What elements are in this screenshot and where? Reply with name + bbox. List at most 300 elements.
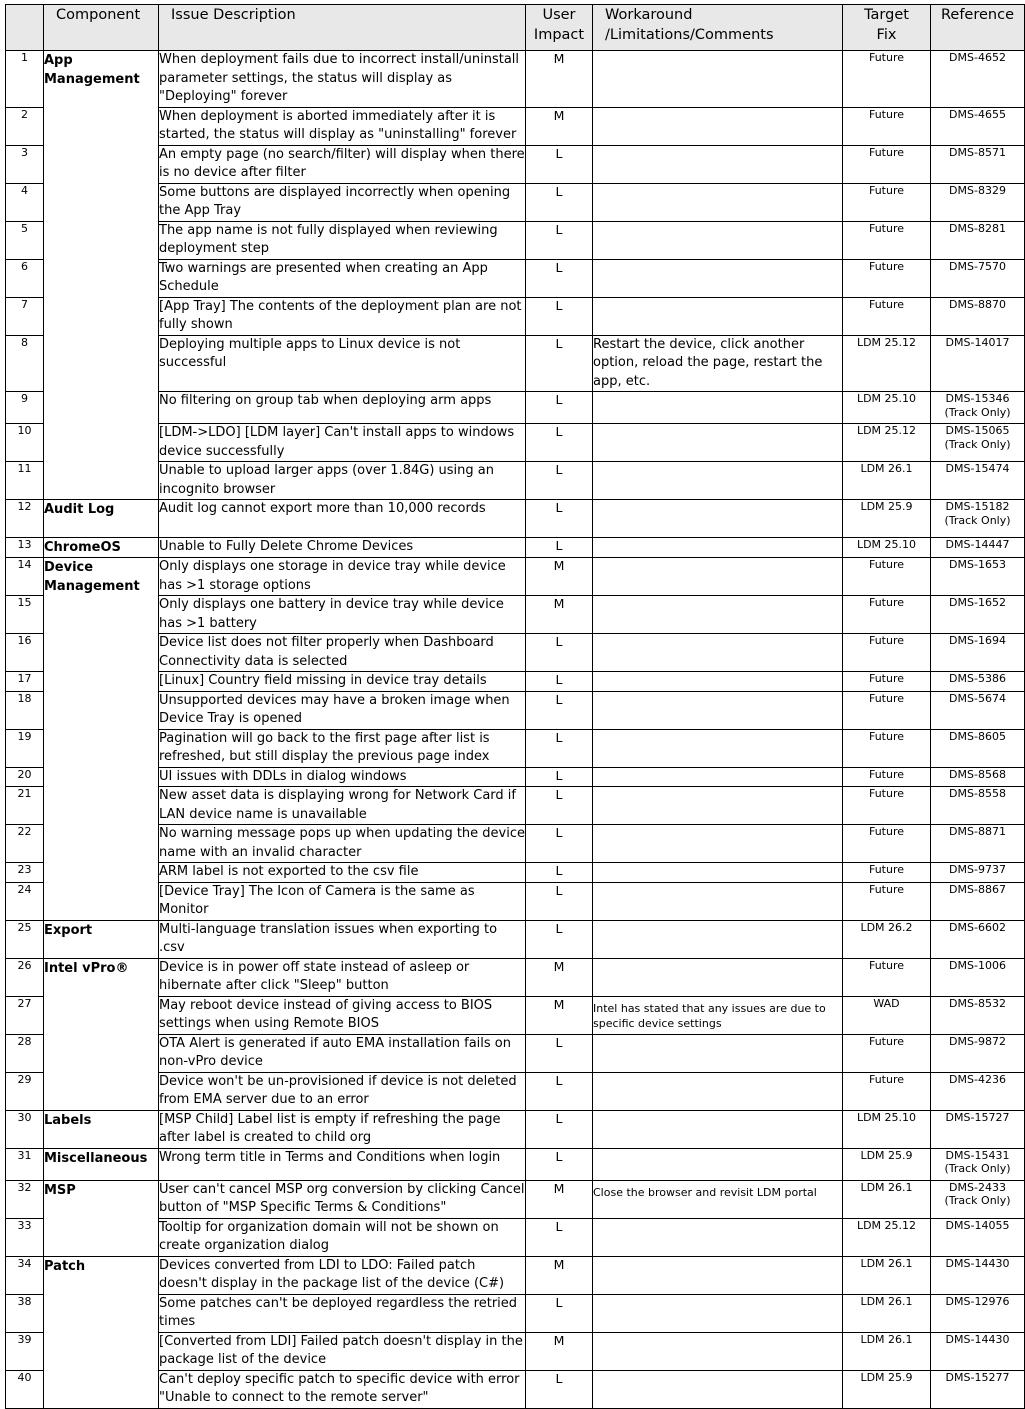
table-row (6, 221, 1025, 259)
component-cell: Miscellaneous (44, 1148, 159, 1180)
workaround-comment (593, 863, 843, 883)
reference-id: DMS-7570 (949, 259, 1006, 273)
row-number: 22 (6, 825, 44, 863)
row-number: 31 (6, 1148, 44, 1180)
user-impact: L (526, 1370, 593, 1408)
user-impact: M (526, 996, 593, 1034)
reference-note: (Track Only) (944, 513, 1011, 527)
user-impact: L (526, 1072, 593, 1110)
table-row (6, 729, 1025, 767)
target-fix: Future (843, 787, 931, 825)
reference-cell (931, 183, 1025, 221)
reference-cell (931, 920, 1025, 958)
reference-id: DMS-8568 (949, 767, 1006, 781)
reference-cell (931, 297, 1025, 335)
issue-description: Wrong term title in Terms and Conditions when login (159, 1148, 526, 1180)
target-fix: Future (843, 221, 931, 259)
header-issue: Issue Description (159, 5, 526, 51)
reference-id: DMS-14447 (945, 538, 1010, 551)
reference-id: DMS-8870 (949, 297, 1006, 311)
reference-note: (Track Only) (944, 1162, 1011, 1175)
reference-cell (931, 767, 1025, 787)
target-fix: LDM 25.10 (843, 1110, 931, 1148)
header-impact-line2: Impact (533, 27, 585, 43)
row-number: 28 (6, 1034, 44, 1072)
header-reference: Reference (931, 5, 1025, 51)
table-row (6, 1370, 1025, 1408)
row-number: 39 (6, 1332, 44, 1370)
reference-id: DMS-4652 (949, 51, 1006, 64)
reference-id: DMS-8605 (949, 729, 1006, 743)
row-number: 14 (6, 558, 44, 596)
target-fix: Future (843, 634, 931, 672)
target-fix: LDM 26.2 (843, 920, 931, 958)
row-number: 17 (6, 672, 44, 692)
target-fix: Future (843, 958, 931, 996)
issue-description: Some patches can't be deployed regardless the retried times (159, 1294, 526, 1332)
user-impact: M (526, 1332, 593, 1370)
user-impact: L (526, 221, 593, 259)
issue-description: Deploying multiple apps to Linux device is not successful (159, 335, 526, 392)
table-row (6, 691, 1025, 729)
target-fix: Future (843, 107, 931, 145)
target-fix: Future (843, 51, 931, 108)
table-row (6, 596, 1025, 634)
target-fix: LDM 26.1 (843, 1256, 931, 1294)
reference-cell (931, 863, 1025, 883)
row-number: 24 (6, 882, 44, 920)
issue-description: Audit log cannot export more than 10,000 records (159, 500, 526, 538)
table-row (6, 958, 1025, 996)
row-number: 4 (6, 183, 44, 221)
row-number: 15 (6, 596, 44, 634)
reference-id: DMS-8867 (949, 882, 1006, 896)
workaround-comment (593, 1294, 843, 1332)
issue-description: [Device Tray] The Icon of Camera is the same as Monitor (159, 882, 526, 920)
table-row (6, 1180, 1025, 1218)
row-number: 9 (6, 392, 44, 424)
user-impact: L (526, 500, 593, 538)
reference-cell (931, 538, 1025, 558)
reference-id: DMS-2433 (949, 1180, 1006, 1194)
reference-id: DMS-4236 (949, 1072, 1006, 1086)
user-impact: L (526, 259, 593, 297)
target-fix: LDM 26.1 (843, 1332, 931, 1370)
reference-cell (931, 996, 1025, 1034)
issue-description: Unable to upload larger apps (over 1.84G) using an incognito browser (159, 462, 526, 500)
target-fix: Future (843, 691, 931, 729)
reference-id: DMS-4655 (949, 107, 1006, 121)
reference-cell (931, 558, 1025, 596)
issue-description: May reboot device instead of giving access to BIOS settings when using Remote BIOS (159, 996, 526, 1034)
reference-cell (931, 787, 1025, 825)
target-fix: Future (843, 672, 931, 692)
issue-description: Tooltip for organization domain will not be shown on create organization dialog (159, 1218, 526, 1256)
issue-description: [MSP Child] Label list is empty if refreshing the page after label is created to child org (159, 1110, 526, 1148)
header-impact-line1: User (542, 7, 576, 23)
reference-id: DMS-15431 (945, 1148, 1010, 1162)
reference-cell (931, 51, 1025, 108)
user-impact: M (526, 51, 593, 108)
target-fix: LDM 25.10 (843, 392, 931, 424)
workaround-comment (593, 297, 843, 335)
workaround-comment: Intel has stated that any issues are due to specific device settings (593, 996, 843, 1034)
known-issues-table (5, 4, 1025, 1409)
user-impact: L (526, 634, 593, 672)
issue-description: An empty page (no search/filter) will display when there is no device after filter (159, 145, 526, 183)
reference-id: DMS-14430 (945, 1332, 1010, 1346)
component-cell: Patch (44, 1256, 159, 1408)
user-impact: M (526, 596, 593, 634)
workaround-comment (593, 51, 843, 108)
header-workaround-line2: /Limitations/Comments (605, 27, 774, 43)
workaround-comment (593, 558, 843, 596)
issue-description: New asset data is displaying wrong for Network Card if LAN device name is unavailable (159, 787, 526, 825)
issue-description: Two warnings are presented when creating an App Schedule (159, 259, 526, 297)
reference-id: DMS-8571 (949, 145, 1006, 159)
component-cell: MSP (44, 1180, 159, 1256)
reference-cell (931, 221, 1025, 259)
row-number: 13 (6, 538, 44, 558)
target-fix: Future (843, 183, 931, 221)
reference-cell (931, 672, 1025, 692)
reference-id: DMS-14017 (945, 335, 1010, 349)
user-impact: L (526, 1294, 593, 1332)
header-impact (526, 5, 593, 51)
issue-description: OTA Alert is generated if auto EMA installation fails on non-vPro device (159, 1034, 526, 1072)
row-number: 8 (6, 335, 44, 392)
header-workaround-line1: Workaround (605, 7, 693, 23)
table-row (6, 1218, 1025, 1256)
target-fix: LDM 25.10 (843, 538, 931, 558)
reference-id: DMS-1652 (949, 596, 1006, 609)
issue-description: ARM label is not exported to the csv file (159, 863, 526, 883)
user-impact: L (526, 863, 593, 883)
reference-id: DMS-15065 (945, 424, 1010, 437)
issue-description: Device list does not filter properly when Dashboard Connectivity data is selected (159, 634, 526, 672)
row-number: 10 (6, 424, 44, 462)
header-row (6, 5, 1025, 51)
reference-cell (931, 462, 1025, 500)
reference-cell (931, 1294, 1025, 1332)
component-cell: ChromeOS (44, 538, 159, 558)
target-fix: Future (843, 882, 931, 920)
user-impact: L (526, 183, 593, 221)
workaround-comment (593, 882, 843, 920)
table-row (6, 634, 1025, 672)
workaround-comment (593, 691, 843, 729)
row-number: 38 (6, 1294, 44, 1332)
issue-description: Unable to Fully Delete Chrome Devices (159, 538, 526, 558)
component-cell: App Management (44, 51, 159, 500)
workaround-comment (593, 221, 843, 259)
reference-id: DMS-15182 (945, 500, 1010, 513)
table-row (6, 787, 1025, 825)
reference-cell (931, 259, 1025, 297)
workaround-comment (593, 1148, 843, 1180)
reference-id: DMS-8329 (949, 183, 1006, 197)
user-impact: L (526, 767, 593, 787)
reference-cell (931, 1034, 1025, 1072)
table-row (6, 335, 1025, 392)
table-row (6, 1110, 1025, 1148)
user-impact: M (526, 958, 593, 996)
row-number: 6 (6, 259, 44, 297)
row-number: 11 (6, 462, 44, 500)
reference-note: (Track Only) (944, 405, 1011, 419)
row-number: 18 (6, 691, 44, 729)
row-number: 21 (6, 787, 44, 825)
issue-description: Some buttons are displayed incorrectly when opening the App Tray (159, 183, 526, 221)
issue-description: Only displays one battery in device tray while device has >1 battery (159, 596, 526, 634)
row-number: 2 (6, 107, 44, 145)
row-number: 23 (6, 863, 44, 883)
reference-cell (931, 107, 1025, 145)
workaround-comment (593, 958, 843, 996)
reference-id: DMS-5386 (949, 672, 1006, 685)
table-row (6, 259, 1025, 297)
target-fix: Future (843, 1034, 931, 1072)
reference-id: DMS-15346 (945, 392, 1010, 405)
table-row (6, 1332, 1025, 1370)
user-impact: L (526, 335, 593, 392)
user-impact: L (526, 672, 593, 692)
reference-cell (931, 392, 1025, 424)
user-impact: L (526, 424, 593, 462)
reference-cell (931, 1180, 1025, 1218)
reference-id: DMS-9872 (949, 1034, 1006, 1048)
issue-description: No warning message pops up when updating the device name with an invalid character (159, 825, 526, 863)
user-impact: M (526, 1256, 593, 1294)
workaround-comment: Close the browser and revisit LDM portal (593, 1180, 843, 1218)
reference-id: DMS-9737 (949, 863, 1006, 876)
table-row (6, 1072, 1025, 1110)
user-impact: L (526, 882, 593, 920)
reference-id: DMS-15474 (945, 462, 1010, 475)
target-fix: Future (843, 145, 931, 183)
workaround-comment (593, 1034, 843, 1072)
reference-id: DMS-6602 (949, 920, 1006, 934)
row-number: 5 (6, 221, 44, 259)
user-impact: L (526, 462, 593, 500)
reference-cell (931, 500, 1025, 538)
user-impact: L (526, 538, 593, 558)
target-fix: LDM 26.1 (843, 1180, 931, 1218)
table-row (6, 107, 1025, 145)
reference-id: DMS-12976 (945, 1294, 1010, 1308)
reference-cell (931, 1218, 1025, 1256)
user-impact: L (526, 1034, 593, 1072)
table-row (6, 424, 1025, 462)
target-fix: Future (843, 596, 931, 634)
workaround-comment (593, 500, 843, 538)
issue-description: Devices converted from LDI to LDO: Failed patch doesn't display in the package list of the device (C#) (159, 1256, 526, 1294)
workaround-comment (593, 1110, 843, 1148)
issue-description: No filtering on group tab when deploying arm apps (159, 392, 526, 424)
user-impact: L (526, 297, 593, 335)
user-impact: L (526, 691, 593, 729)
issue-description: Only displays one storage in device tray while device has >1 storage options (159, 558, 526, 596)
workaround-comment (593, 462, 843, 500)
table-row (6, 1148, 1025, 1180)
reference-cell (931, 825, 1025, 863)
issue-description: Device won't be un-provisioned if device is not deleted from EMA server due to an error (159, 1072, 526, 1110)
workaround-comment (593, 596, 843, 634)
issue-description: User can't cancel MSP org conversion by clicking Cancel button of "MSP Specific Terms & Conditions" (159, 1180, 526, 1218)
component-cell: Intel vPro® (44, 958, 159, 1110)
table-row (6, 51, 1025, 108)
workaround-comment (593, 538, 843, 558)
issue-description: [Converted from LDI] Failed patch doesn't display in the package list of the device (159, 1332, 526, 1370)
table-row (6, 1034, 1025, 1072)
target-fix: LDM 26.1 (843, 1294, 931, 1332)
reference-id: DMS-1694 (949, 634, 1006, 647)
table-row (6, 672, 1025, 692)
target-fix: LDM 25.12 (843, 335, 931, 392)
header-target (843, 5, 931, 51)
target-fix: Future (843, 825, 931, 863)
user-impact: L (526, 729, 593, 767)
issue-description: UI issues with DDLs in dialog windows (159, 767, 526, 787)
target-fix: LDM 25.9 (843, 500, 931, 538)
reference-cell (931, 596, 1025, 634)
row-number: 1 (6, 51, 44, 108)
table-row (6, 462, 1025, 500)
workaround-comment (593, 259, 843, 297)
workaround-comment (593, 729, 843, 767)
reference-cell (931, 729, 1025, 767)
reference-cell (931, 1370, 1025, 1408)
reference-cell (931, 424, 1025, 462)
workaround-comment (593, 1370, 843, 1408)
issue-description: Unsupported devices may have a broken image when Device Tray is opened (159, 691, 526, 729)
row-number: 25 (6, 920, 44, 958)
header-target-line1: Target (864, 7, 909, 23)
row-number: 19 (6, 729, 44, 767)
table-row (6, 1256, 1025, 1294)
target-fix: LDM 25.9 (843, 1148, 931, 1180)
reference-id: DMS-8532 (949, 996, 1006, 1010)
table-row (6, 767, 1025, 787)
reference-cell (931, 335, 1025, 392)
row-number: 27 (6, 996, 44, 1034)
reference-note: (Track Only) (944, 437, 1011, 451)
reference-id: DMS-5674 (949, 691, 1006, 705)
row-number: 30 (6, 1110, 44, 1148)
row-number: 40 (6, 1370, 44, 1408)
reference-id: DMS-15727 (945, 1110, 1010, 1124)
user-impact: L (526, 145, 593, 183)
issue-description: [LDM->LDO] [LDM layer] Can't install apps to windows device successfully (159, 424, 526, 462)
table-row (6, 558, 1025, 596)
reference-id: DMS-1006 (949, 958, 1006, 972)
user-impact: L (526, 1218, 593, 1256)
reference-cell (931, 691, 1025, 729)
workaround-comment: Restart the device, click another option, reload the page, restart the app, etc. (593, 335, 843, 392)
row-number: 20 (6, 767, 44, 787)
table-row (6, 1294, 1025, 1332)
reference-cell (931, 1148, 1025, 1180)
table-row (6, 145, 1025, 183)
row-number: 33 (6, 1218, 44, 1256)
reference-id: DMS-1653 (949, 558, 1006, 571)
row-number: 16 (6, 634, 44, 672)
reference-id: DMS-8558 (949, 787, 1006, 800)
workaround-comment (593, 825, 843, 863)
target-fix: LDM 25.12 (843, 1218, 931, 1256)
workaround-comment (593, 424, 843, 462)
target-fix: LDM 25.12 (843, 424, 931, 462)
table-row (6, 392, 1025, 424)
row-number: 26 (6, 958, 44, 996)
workaround-comment (593, 1072, 843, 1110)
user-impact: M (526, 558, 593, 596)
row-number: 7 (6, 297, 44, 335)
issue-description: When deployment is aborted immediately after it is started, the status will display as "uninstalling" forever (159, 107, 526, 145)
workaround-comment (593, 1256, 843, 1294)
workaround-comment (593, 183, 843, 221)
table-row (6, 183, 1025, 221)
component-cell: Export (44, 920, 159, 958)
reference-cell (931, 1256, 1025, 1294)
workaround-comment (593, 787, 843, 825)
target-fix: LDM 26.1 (843, 462, 931, 500)
reference-cell (931, 1332, 1025, 1370)
workaround-comment (593, 672, 843, 692)
reference-id: DMS-8281 (949, 221, 1006, 235)
row-number: 34 (6, 1256, 44, 1294)
row-number: 29 (6, 1072, 44, 1110)
workaround-comment (593, 1332, 843, 1370)
workaround-comment (593, 107, 843, 145)
issue-description: When deployment fails due to incorrect install/uninstall parameter settings, the status will display as "Deploying" forever (159, 51, 526, 108)
reference-cell (931, 1072, 1025, 1110)
table-row (6, 538, 1025, 558)
reference-cell (931, 958, 1025, 996)
user-impact: L (526, 392, 593, 424)
issue-description: [App Tray] The contents of the deployment plan are not fully shown (159, 297, 526, 335)
workaround-comment (593, 634, 843, 672)
issue-description: The app name is not fully displayed when reviewing deployment step (159, 221, 526, 259)
header-component: Component (44, 5, 159, 51)
reference-cell (931, 145, 1025, 183)
table-row (6, 825, 1025, 863)
row-number: 3 (6, 145, 44, 183)
reference-id: DMS-14430 (945, 1256, 1010, 1270)
table-row (6, 882, 1025, 920)
reference-id: DMS-15277 (945, 1370, 1010, 1384)
reference-cell (931, 882, 1025, 920)
table-row (6, 996, 1025, 1034)
row-number: 32 (6, 1180, 44, 1218)
user-impact: L (526, 787, 593, 825)
header-workaround (593, 5, 843, 51)
user-impact: M (526, 1180, 593, 1218)
component-cell: Labels (44, 1110, 159, 1148)
component-cell: Device Management (44, 558, 159, 921)
issue-description: Device is in power off state instead of asleep or hibernate after click "Sleep" button (159, 958, 526, 996)
table-row (6, 500, 1025, 538)
table-body (6, 51, 1025, 1409)
user-impact: M (526, 107, 593, 145)
user-impact: L (526, 1148, 593, 1180)
target-fix: Future (843, 729, 931, 767)
target-fix: Future (843, 1072, 931, 1110)
user-impact: L (526, 920, 593, 958)
target-fix: Future (843, 863, 931, 883)
workaround-comment (593, 145, 843, 183)
header-num (6, 5, 44, 51)
